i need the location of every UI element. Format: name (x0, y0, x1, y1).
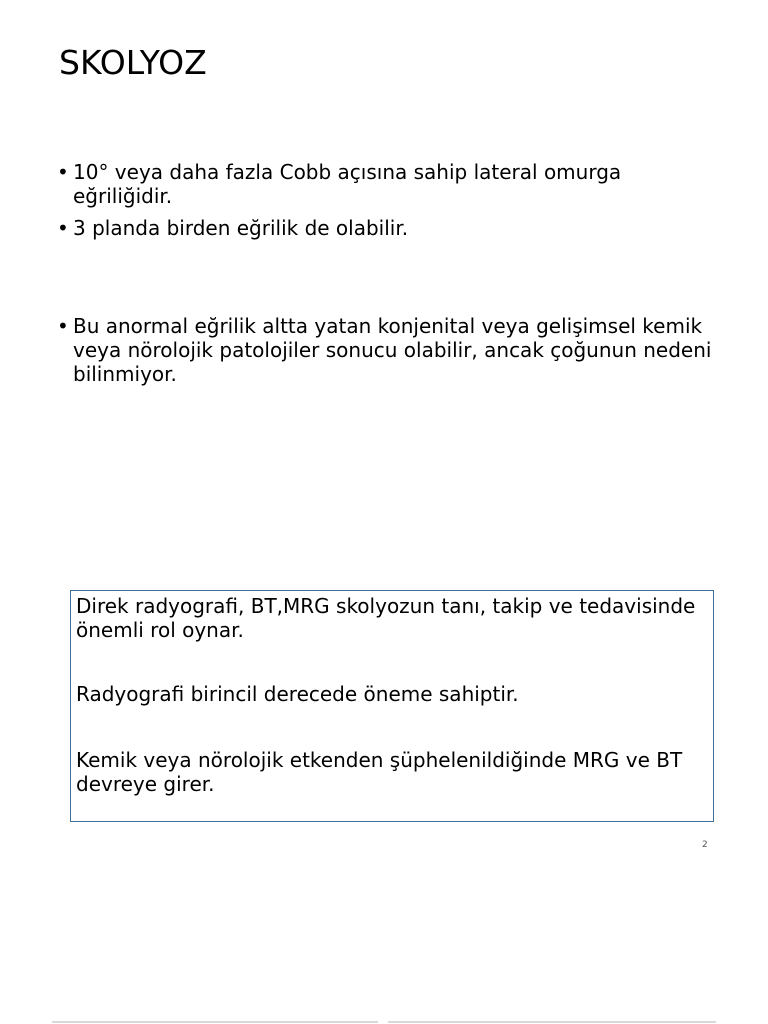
footer-divider (388, 1021, 716, 1023)
bullet-item (57, 314, 717, 386)
footer-divider (52, 1021, 378, 1023)
bullet-marker: • (57, 216, 69, 240)
bullet-text: 10° veya daha fazla Cobb açısına sahip lateral omurga eğriliğidir. (73, 160, 622, 208)
bullet-item (57, 216, 717, 240)
info-paragraph: Direk radyografi, BT,MRG skolyozun tanı, takip ve tedavisinde önemli rol oynar. (76, 594, 696, 642)
bullet-marker: • (57, 314, 69, 338)
info-paragraph: Kemik veya nörolojik etkenden şüphelenildiğinde MRG ve BT devreye girer. (76, 748, 683, 796)
info-paragraph: Radyografi birincil derecede öneme sahiptir. (76, 682, 519, 706)
page-number: 2 (702, 840, 708, 850)
bullet-text: 3 planda birden eğrilik de olabilir. (73, 216, 409, 240)
bullet-text: Bu anormal eğrilik altta yatan konjenital veya gelişimsel kemik veya nörolojik patolojiler sonucu olabilir, ancak çoğunun nedeni bilinmiyor. (73, 314, 712, 386)
bullet-marker: • (57, 160, 69, 184)
bullet-item (57, 160, 717, 208)
slide-title: SKOLYOZ (59, 43, 207, 82)
info-text-box (70, 590, 714, 822)
